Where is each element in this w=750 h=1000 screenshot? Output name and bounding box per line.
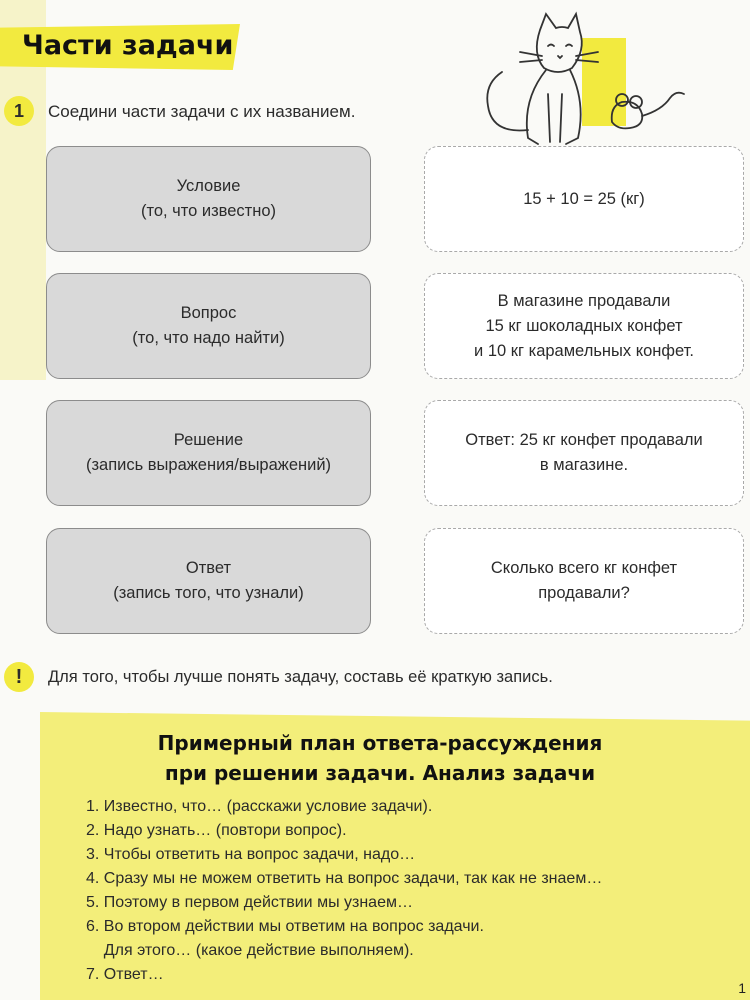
plan-title: [140, 728, 620, 788]
plan-item: 7. Ответ…: [86, 966, 164, 983]
part-card-solution[interactable]: [46, 400, 371, 506]
plan-item: 6. Во втором действии мы ответим на вопрос задачи.: [86, 918, 484, 935]
content-line: Ответ: 25 кг конфет продавали: [465, 431, 703, 449]
part-card-question[interactable]: [46, 273, 371, 379]
plan-title-line: Примерный план ответа-рассуждения: [157, 731, 603, 755]
part-card-answer[interactable]: [46, 528, 371, 634]
plan-item: Для этого… (какое действие выполняем).: [86, 942, 414, 959]
part-name: Решение: [173, 431, 244, 449]
exclamation-icon: !: [4, 662, 34, 692]
content-line: 15 кг шоколадных конфет: [485, 316, 683, 335]
plan-item: 2. Надо узнать… (повтори вопрос).: [86, 822, 347, 839]
content-line: и 10 кг карамельных конфет.: [474, 341, 694, 360]
plan-item: 3. Чтобы ответить на вопрос задачи, надо…: [86, 846, 416, 863]
content-card-solution[interactable]: [424, 146, 744, 252]
part-name: Условие: [176, 177, 241, 195]
content-card-answer[interactable]: [424, 400, 744, 506]
page-number: 1: [738, 980, 746, 996]
task-number-badge: 1: [4, 96, 34, 126]
plan-list: [86, 795, 602, 987]
content-line: в магазине.: [539, 456, 629, 474]
content-line: продавали?: [538, 584, 630, 602]
content-line: Сколько всего кг конфет: [490, 559, 678, 577]
note-text: Для того, чтобы лучше понять задачу, составь её краткую запись.: [48, 668, 553, 686]
content-card-question[interactable]: [424, 528, 744, 634]
part-description: (запись того, что узнали): [113, 584, 304, 602]
content-line: В магазине продавали: [497, 291, 671, 310]
part-name: Вопрос: [180, 304, 237, 322]
plan-title-line: при решении задачи. Анализ задачи: [164, 761, 596, 785]
plan-item: 4. Сразу мы не можем ответить на вопрос задачи, так как не знаем…: [86, 870, 603, 887]
part-card-condition[interactable]: [46, 146, 371, 252]
plan-item: 1. Известно, что… (расскажи условие задачи).: [86, 798, 433, 815]
part-description: (запись выражения/выражений): [85, 456, 332, 474]
cat-mouse-illustration: [462, 10, 702, 160]
content-card-condition[interactable]: [424, 273, 744, 379]
part-description: (то, что надо найти): [132, 329, 285, 347]
part-description: (то, что известно): [140, 202, 277, 220]
part-name: Ответ: [185, 559, 232, 577]
content-line: 15 + 10 = 25 (кг): [523, 189, 645, 208]
plan-item: 5. Поэтому в первом действии мы узнаем…: [86, 894, 413, 911]
page-title: Части задачи: [22, 30, 234, 61]
task-instruction: Соедини части задачи с их названием.: [48, 102, 356, 121]
